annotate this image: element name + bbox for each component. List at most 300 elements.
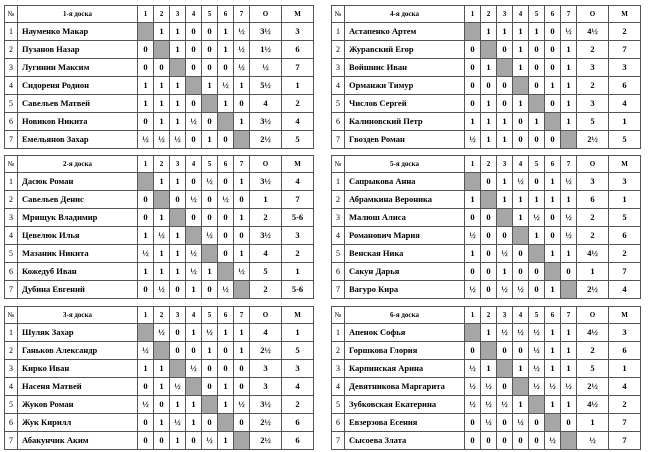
result-cell: 0 <box>513 113 529 131</box>
self-cell <box>529 396 545 414</box>
column-header: 7 <box>234 6 250 23</box>
result-cell: 0 <box>497 227 513 245</box>
result-cell: 1 <box>234 173 250 191</box>
player-place: 1 <box>282 77 314 95</box>
self-cell <box>154 41 170 59</box>
self-cell <box>545 113 561 131</box>
player-place: 3 <box>282 227 314 245</box>
result-cell: 1 <box>529 227 545 245</box>
result-cell: ½ <box>561 378 577 396</box>
player-name: Пузанов Назар <box>18 41 138 59</box>
result-cell: 0 <box>513 263 529 281</box>
player-place: 7 <box>609 414 641 432</box>
result-cell: ½ <box>529 342 545 360</box>
result-cell: 0 <box>497 414 513 432</box>
result-cell: ½ <box>465 281 481 299</box>
player-name: Горшкова Глория <box>345 342 465 360</box>
result-cell: 1 <box>561 360 577 378</box>
result-cell: 1 <box>186 324 202 342</box>
player-points: 2 <box>250 209 282 227</box>
crosstable <box>4 5 314 149</box>
self-cell <box>170 360 186 378</box>
self-cell <box>513 227 529 245</box>
result-cell: 0 <box>202 360 218 378</box>
column-header: 5 <box>529 307 545 324</box>
result-cell: 1 <box>513 209 529 227</box>
result-cell: ½ <box>154 281 170 299</box>
player-name: Савельев Матвей <box>18 95 138 113</box>
player-points: 2½ <box>577 131 609 149</box>
result-cell: 1 <box>234 77 250 95</box>
result-cell: 1 <box>513 191 529 209</box>
player-row <box>5 227 314 245</box>
result-cell: 0 <box>202 281 218 299</box>
result-cell: 0 <box>138 113 154 131</box>
result-cell: 0 <box>529 41 545 59</box>
player-name: Дубина Евгений <box>18 281 138 299</box>
result-cell: 0 <box>186 432 202 450</box>
player-row <box>5 95 314 113</box>
player-name: Карпинская Арина <box>345 360 465 378</box>
result-cell: 0 <box>138 281 154 299</box>
board-title: 2-я доска <box>18 156 138 173</box>
column-header: 1 <box>138 156 154 173</box>
player-name: Зубковская Екатерина <box>345 396 465 414</box>
column-header: 5 <box>202 156 218 173</box>
player-place: 2 <box>282 245 314 263</box>
player-name: Емельянов Захар <box>18 131 138 149</box>
player-number: 3 <box>332 360 345 378</box>
result-cell: 1 <box>465 245 481 263</box>
result-cell: 1 <box>138 360 154 378</box>
points-header: О <box>250 307 282 324</box>
result-cell: 1 <box>529 23 545 41</box>
column-header: 2 <box>481 156 497 173</box>
crosstable <box>331 306 641 450</box>
player-place: 5 <box>282 131 314 149</box>
column-header: 6 <box>545 6 561 23</box>
player-row <box>5 432 314 450</box>
player-points: 1½ <box>250 41 282 59</box>
result-cell: 0 <box>202 414 218 432</box>
result-cell: 0 <box>234 95 250 113</box>
column-header: 1 <box>465 307 481 324</box>
player-name: Венская Ника <box>345 245 465 263</box>
player-points: 2½ <box>577 281 609 299</box>
player-points: 1 <box>577 414 609 432</box>
result-cell: 1 <box>218 432 234 450</box>
header-row <box>5 6 314 23</box>
player-points: 2½ <box>250 432 282 450</box>
result-cell: 0 <box>138 414 154 432</box>
column-header: 5 <box>202 307 218 324</box>
result-cell: 1 <box>481 360 497 378</box>
self-cell <box>545 263 561 281</box>
player-number: 6 <box>5 263 18 281</box>
player-number: 5 <box>5 396 18 414</box>
column-header: 7 <box>234 156 250 173</box>
player-points: 6 <box>577 191 609 209</box>
player-place: 4 <box>282 113 314 131</box>
self-cell <box>138 173 154 191</box>
result-cell: 1 <box>218 324 234 342</box>
result-cell: 0 <box>186 95 202 113</box>
result-cell: 1 <box>138 95 154 113</box>
result-cell: 1 <box>154 23 170 41</box>
result-cell: 1 <box>481 324 497 342</box>
player-name: Сысоева Злата <box>345 432 465 450</box>
result-cell: ½ <box>202 432 218 450</box>
column-header: 1 <box>465 6 481 23</box>
result-cell: 1 <box>561 396 577 414</box>
self-cell <box>234 281 250 299</box>
result-cell: 0 <box>186 342 202 360</box>
self-cell <box>497 59 513 77</box>
result-cell: 0 <box>202 23 218 41</box>
result-cell: 1 <box>234 113 250 131</box>
result-cell: ½ <box>481 378 497 396</box>
player-points: 2 <box>577 342 609 360</box>
column-header: 5 <box>529 6 545 23</box>
player-place: 6 <box>282 432 314 450</box>
result-cell: ½ <box>465 227 481 245</box>
result-cell: ½ <box>465 131 481 149</box>
player-place: 5 <box>609 209 641 227</box>
result-cell: 0 <box>202 41 218 59</box>
place-header: М <box>609 307 641 324</box>
player-points: 2 <box>577 209 609 227</box>
result-cell: 0 <box>481 432 497 450</box>
result-cell: 1 <box>218 396 234 414</box>
self-cell <box>481 191 497 209</box>
column-header: 5 <box>529 156 545 173</box>
self-cell <box>234 131 250 149</box>
player-points: 5 <box>577 113 609 131</box>
header-row <box>332 6 641 23</box>
player-points: 4½ <box>577 23 609 41</box>
result-cell: 0 <box>218 227 234 245</box>
result-cell: 1 <box>154 113 170 131</box>
player-place: 6 <box>609 77 641 95</box>
player-points: 2 <box>577 41 609 59</box>
number-header: № <box>332 307 345 324</box>
board-title: 5-я доска <box>345 156 465 173</box>
header-row <box>5 307 314 324</box>
result-cell: ½ <box>481 396 497 414</box>
result-cell: 1 <box>170 396 186 414</box>
column-header: 2 <box>154 307 170 324</box>
result-cell: ½ <box>234 41 250 59</box>
result-cell: 1 <box>154 378 170 396</box>
result-cell: 0 <box>561 414 577 432</box>
result-cell: 0 <box>497 342 513 360</box>
player-number: 4 <box>5 378 18 396</box>
result-cell: ½ <box>497 245 513 263</box>
player-number: 4 <box>5 77 18 95</box>
player-name: Насеня Матвей <box>18 378 138 396</box>
player-row <box>332 95 641 113</box>
result-cell: 1 <box>154 245 170 263</box>
self-cell <box>170 209 186 227</box>
result-cell: 0 <box>497 432 513 450</box>
self-cell <box>154 342 170 360</box>
self-cell <box>186 378 202 396</box>
column-header: 4 <box>186 6 202 23</box>
player-number: 7 <box>5 131 18 149</box>
player-number: 1 <box>5 324 18 342</box>
column-header: 6 <box>545 307 561 324</box>
result-cell: 1 <box>529 191 545 209</box>
player-name: Сапрыкова Анна <box>345 173 465 191</box>
player-number: 5 <box>5 95 18 113</box>
player-number: 1 <box>5 23 18 41</box>
player-place: 3 <box>282 360 314 378</box>
result-cell: 1 <box>561 324 577 342</box>
result-cell: 0 <box>186 209 202 227</box>
player-number: 4 <box>332 77 345 95</box>
player-row <box>332 263 641 281</box>
result-cell: 1 <box>481 131 497 149</box>
result-cell: 1 <box>154 360 170 378</box>
result-cell: 0 <box>202 209 218 227</box>
player-number: 6 <box>332 263 345 281</box>
result-cell: 1 <box>465 191 481 209</box>
result-cell: 1 <box>218 95 234 113</box>
self-cell <box>561 281 577 299</box>
result-cell: 0 <box>234 378 250 396</box>
result-cell: 1 <box>497 23 513 41</box>
player-number: 3 <box>5 360 18 378</box>
player-name: Жук Кирилл <box>18 414 138 432</box>
result-cell: 1 <box>170 263 186 281</box>
player-points: 2½ <box>577 378 609 396</box>
result-cell: ½ <box>529 360 545 378</box>
player-points: ½ <box>577 432 609 450</box>
result-cell: 0 <box>465 77 481 95</box>
result-cell: 0 <box>497 95 513 113</box>
result-cell: 1 <box>170 95 186 113</box>
player-place: 4 <box>282 378 314 396</box>
result-cell: 0 <box>529 281 545 299</box>
result-cell: 0 <box>154 396 170 414</box>
result-cell: 1 <box>481 113 497 131</box>
player-name: Мрищук Владимир <box>18 209 138 227</box>
player-number: 3 <box>5 59 18 77</box>
result-cell: 0 <box>218 131 234 149</box>
self-cell <box>186 77 202 95</box>
self-cell <box>529 245 545 263</box>
result-cell: ½ <box>481 414 497 432</box>
result-cell: 0 <box>545 23 561 41</box>
player-points: 5 <box>577 360 609 378</box>
player-row <box>332 227 641 245</box>
result-cell: ½ <box>561 23 577 41</box>
result-cell: 1 <box>138 77 154 95</box>
player-place: 6 <box>609 342 641 360</box>
result-cell: ½ <box>497 396 513 414</box>
player-place: 5 <box>282 342 314 360</box>
result-cell: ½ <box>138 396 154 414</box>
result-cell: 1 <box>529 113 545 131</box>
player-name: Числов Сергей <box>345 95 465 113</box>
result-cell: 0 <box>234 227 250 245</box>
player-number: 6 <box>5 414 18 432</box>
place-header: М <box>282 156 314 173</box>
player-name: Вагуро Кира <box>345 281 465 299</box>
result-cell: ½ <box>465 378 481 396</box>
player-number: 1 <box>332 23 345 41</box>
player-row <box>332 281 641 299</box>
player-place: 7 <box>609 41 641 59</box>
result-cell: 1 <box>561 59 577 77</box>
result-cell: 1 <box>170 245 186 263</box>
result-cell: 1 <box>154 414 170 432</box>
result-cell: 0 <box>513 342 529 360</box>
player-number: 7 <box>332 131 345 149</box>
result-cell: ½ <box>218 281 234 299</box>
result-cell: 1 <box>465 113 481 131</box>
result-cell: 0 <box>202 378 218 396</box>
player-points: 1 <box>250 191 282 209</box>
player-points: 3 <box>250 378 282 396</box>
result-cell: 1 <box>497 173 513 191</box>
result-cell: ½ <box>529 324 545 342</box>
player-points: 3 <box>577 95 609 113</box>
result-cell: 0 <box>561 263 577 281</box>
board-title: 4-я доска <box>345 6 465 23</box>
player-points: 4 <box>250 95 282 113</box>
player-points: 2½ <box>250 414 282 432</box>
result-cell: 0 <box>218 245 234 263</box>
crosstable <box>4 306 314 450</box>
player-points: 3½ <box>250 227 282 245</box>
player-name: Новиков Никита <box>18 113 138 131</box>
player-row <box>5 41 314 59</box>
result-cell: 1 <box>545 77 561 95</box>
player-name: Дасюк Роман <box>18 173 138 191</box>
column-header: 2 <box>481 6 497 23</box>
column-header: 4 <box>186 307 202 324</box>
points-header: О <box>577 6 609 23</box>
player-place: 2 <box>282 396 314 414</box>
result-cell: 1 <box>202 77 218 95</box>
player-name: Калиновский Петр <box>345 113 465 131</box>
result-cell: ½ <box>497 324 513 342</box>
result-cell: 0 <box>138 191 154 209</box>
result-cell: 0 <box>202 113 218 131</box>
result-cell: 0 <box>170 281 186 299</box>
player-name: Савельев Денис <box>18 191 138 209</box>
player-row <box>332 360 641 378</box>
player-points: 3½ <box>250 396 282 414</box>
column-header: 3 <box>497 156 513 173</box>
result-cell: ½ <box>529 209 545 227</box>
player-row <box>332 378 641 396</box>
result-cell: 0 <box>513 245 529 263</box>
player-points: 3½ <box>250 173 282 191</box>
self-cell <box>138 324 154 342</box>
result-cell: 1 <box>218 23 234 41</box>
result-cell: 0 <box>186 173 202 191</box>
player-row <box>332 191 641 209</box>
result-cell: 1 <box>545 173 561 191</box>
self-cell <box>202 396 218 414</box>
result-cell: 1 <box>513 396 529 414</box>
result-cell: ½ <box>513 281 529 299</box>
column-header: 2 <box>154 6 170 23</box>
result-cell: 1 <box>497 263 513 281</box>
player-number: 2 <box>5 41 18 59</box>
self-cell <box>545 414 561 432</box>
self-cell <box>186 227 202 245</box>
result-cell: ½ <box>186 113 202 131</box>
result-cell: 1 <box>481 95 497 113</box>
player-number: 2 <box>332 342 345 360</box>
player-name: Абакунчик Аким <box>18 432 138 450</box>
crosstable <box>331 155 641 299</box>
player-points: 4½ <box>577 324 609 342</box>
result-cell: 0 <box>465 432 481 450</box>
player-points: 4 <box>250 245 282 263</box>
column-header: 7 <box>561 307 577 324</box>
result-cell: 0 <box>234 191 250 209</box>
player-row <box>5 209 314 227</box>
player-place: 2 <box>609 396 641 414</box>
result-cell: ½ <box>234 23 250 41</box>
player-row <box>332 113 641 131</box>
player-place: 7 <box>282 59 314 77</box>
result-cell: 1 <box>561 245 577 263</box>
result-cell: 0 <box>138 59 154 77</box>
self-cell <box>481 41 497 59</box>
player-place: 6 <box>282 414 314 432</box>
result-cell: ½ <box>513 324 529 342</box>
result-cell: 1 <box>170 41 186 59</box>
player-number: 7 <box>332 432 345 450</box>
player-row <box>332 59 641 77</box>
result-cell: ½ <box>154 227 170 245</box>
number-header: № <box>332 6 345 23</box>
player-points: 4 <box>250 324 282 342</box>
player-row <box>5 131 314 149</box>
header-row <box>332 307 641 324</box>
player-number: 6 <box>5 113 18 131</box>
number-header: № <box>5 6 18 23</box>
player-row <box>5 245 314 263</box>
result-cell: 0 <box>481 263 497 281</box>
result-cell: 1 <box>561 77 577 95</box>
player-place: 5-6 <box>282 281 314 299</box>
player-row <box>5 281 314 299</box>
player-name: Науменко Макар <box>18 23 138 41</box>
result-cell: ½ <box>170 378 186 396</box>
player-number: 2 <box>332 41 345 59</box>
player-row <box>332 324 641 342</box>
result-cell: 1 <box>513 23 529 41</box>
result-cell: ½ <box>186 263 202 281</box>
result-cell: ½ <box>202 324 218 342</box>
self-cell <box>218 414 234 432</box>
result-cell: ½ <box>154 324 170 342</box>
result-cell: 0 <box>545 209 561 227</box>
result-cell: 1 <box>545 191 561 209</box>
self-cell <box>529 95 545 113</box>
result-cell: 0 <box>138 209 154 227</box>
result-cell: ½ <box>218 191 234 209</box>
player-row <box>5 191 314 209</box>
crosstable <box>331 5 641 149</box>
player-place: 3 <box>609 173 641 191</box>
